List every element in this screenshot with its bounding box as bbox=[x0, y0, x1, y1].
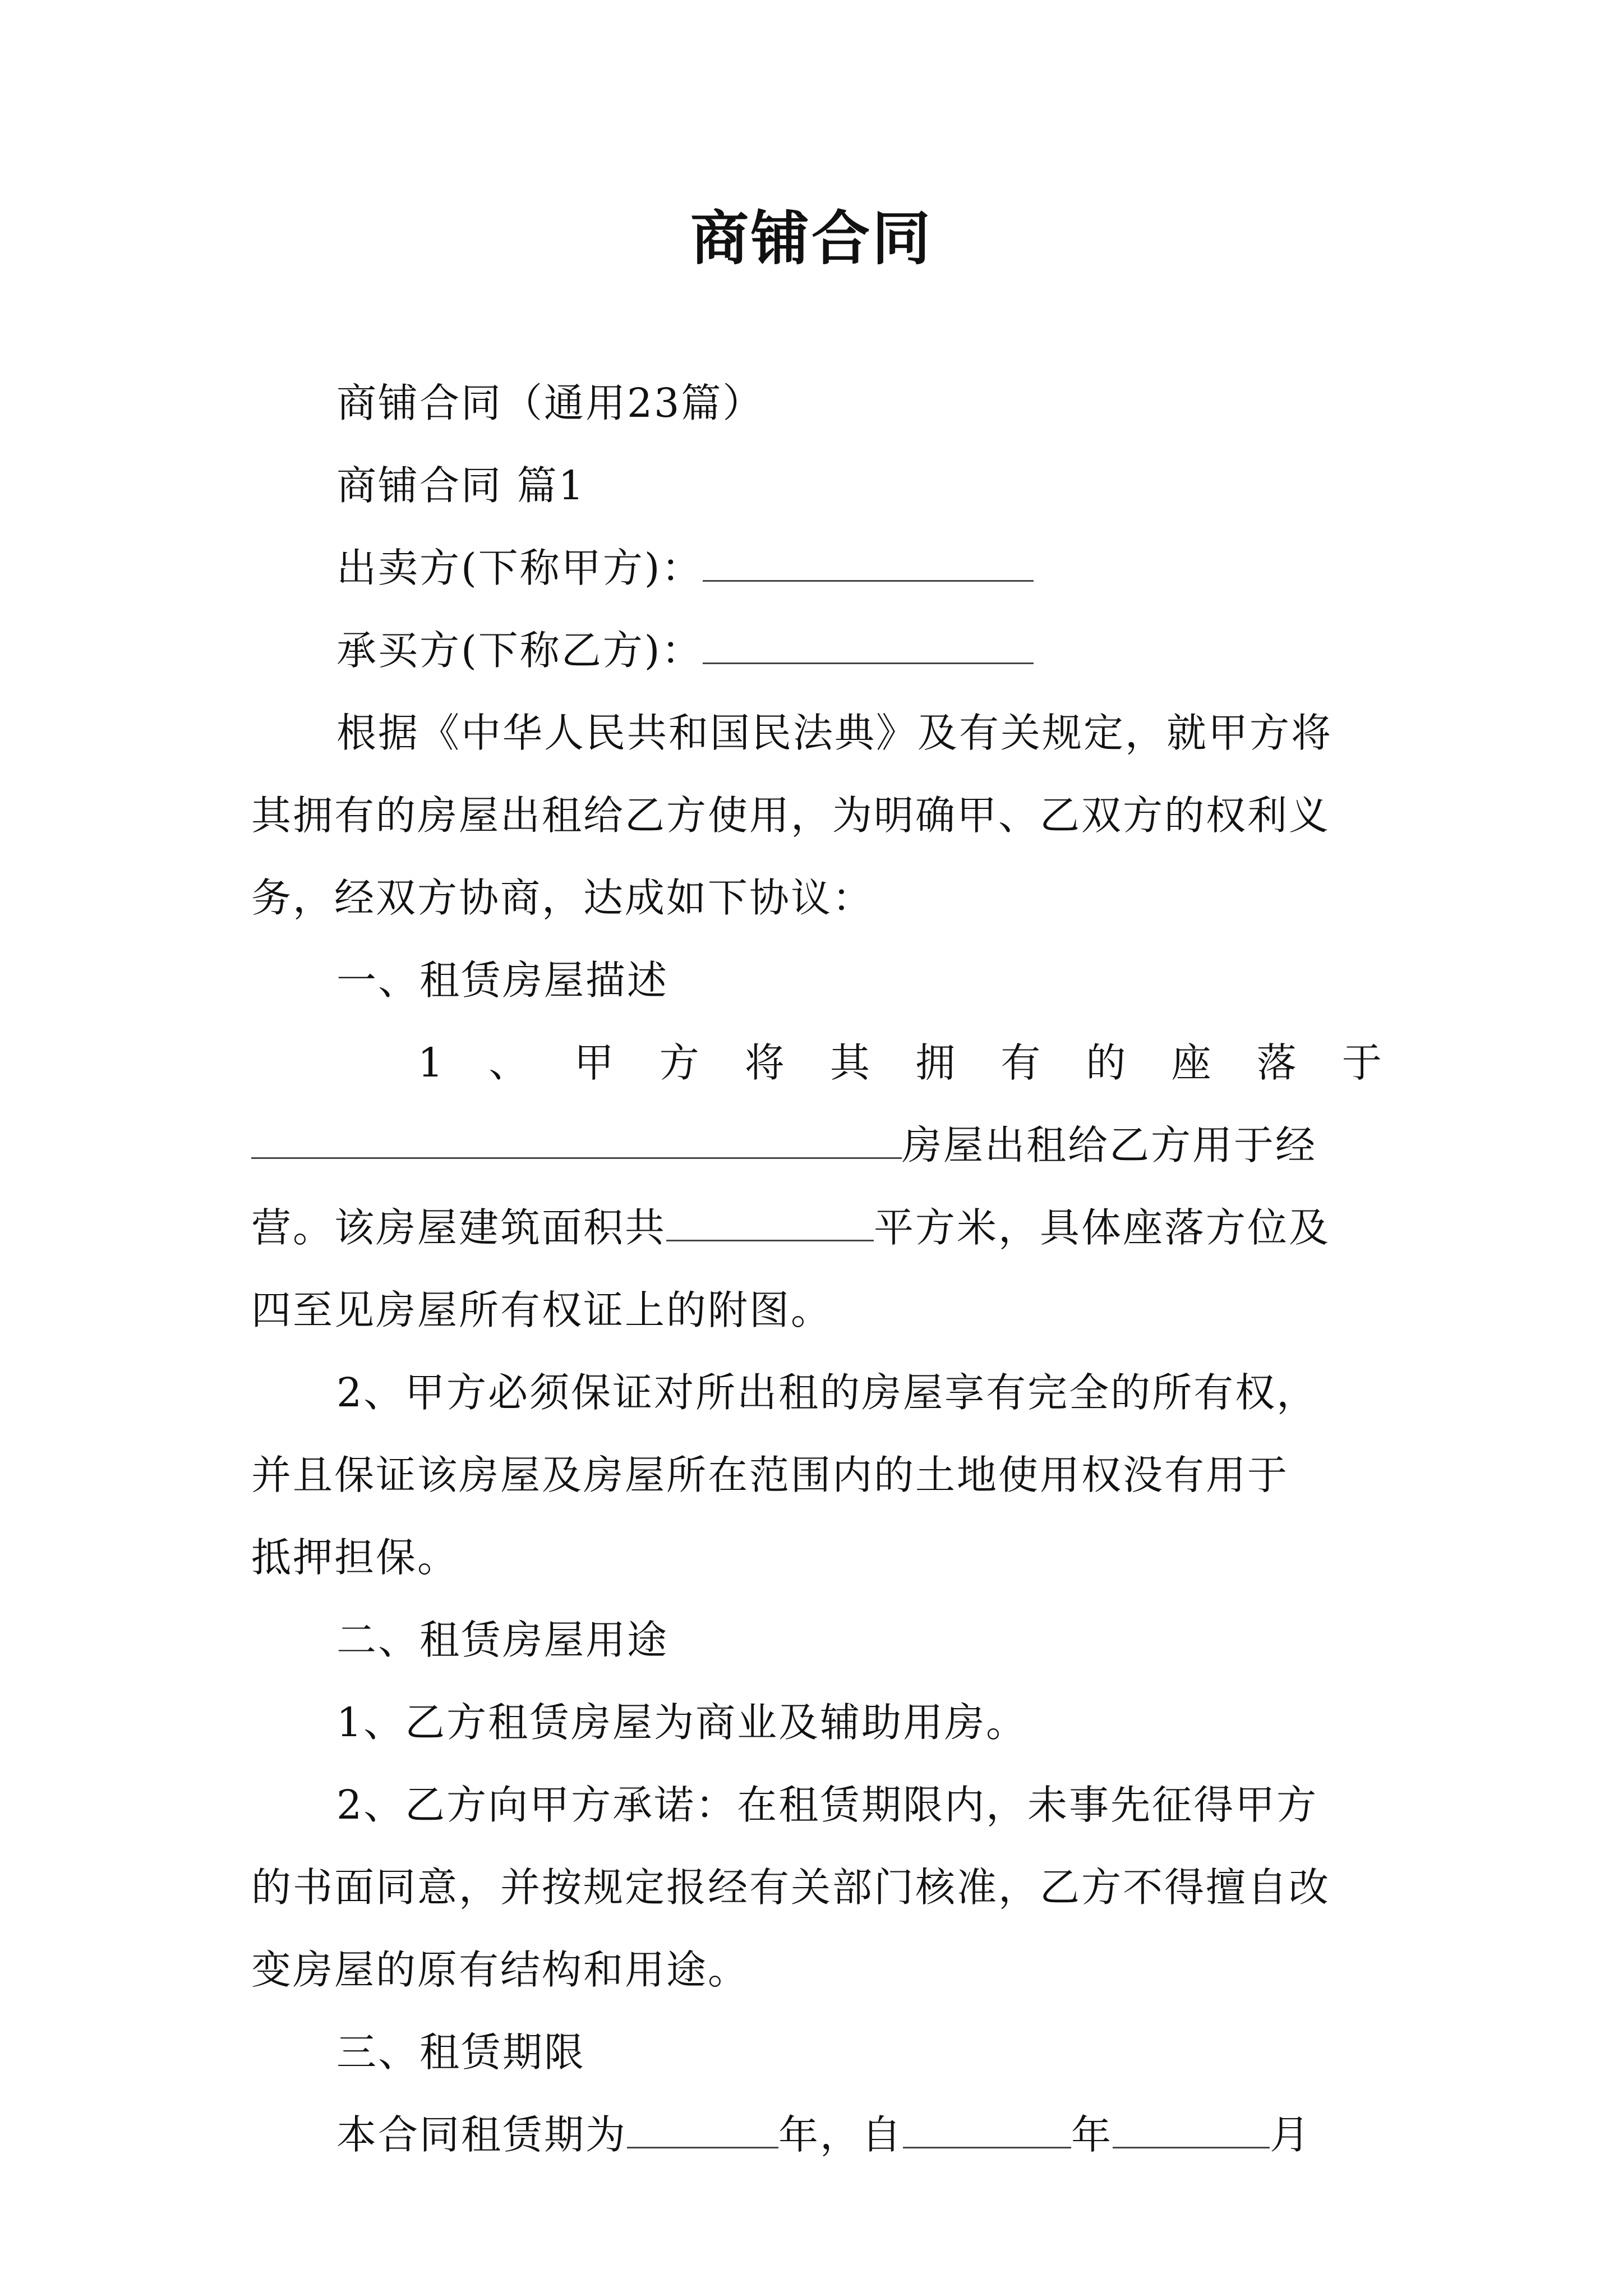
intro-line-3: 务，经双方协商，达成如下协议： bbox=[251, 875, 874, 921]
seller-label: 出卖方(下称甲方)： bbox=[336, 545, 703, 591]
section1-item2-line2: 并且保证该房屋及房屋所在范围内的土地使用权没有用于 bbox=[251, 1452, 1289, 1498]
section3-term-line bbox=[336, 2099, 1382, 2171]
section2-item2-line3: 变房屋的原有结构和用途。 bbox=[251, 1947, 750, 1993]
line-text: 本合同租赁期为 bbox=[336, 2111, 628, 2158]
char: 座 bbox=[1171, 1039, 1211, 1086]
buyer-label: 承买方(下称乙方)： bbox=[336, 627, 703, 674]
char: 方 bbox=[659, 1039, 699, 1086]
char: 1 bbox=[418, 1039, 444, 1086]
section2-heading: 二、租赁房屋用途 bbox=[336, 1617, 669, 1663]
intro-line-1: 根据《中华人民共和国民法典》及有关规定，就甲方将 bbox=[336, 710, 1333, 756]
line-text: 年，自 bbox=[778, 2111, 903, 2158]
section3-heading: 三、租赁期限 bbox=[336, 2029, 586, 2076]
section2-item2-line1: 2、乙方向甲方承诺：在租赁期限内，未事先征得甲方 bbox=[336, 1782, 1318, 1828]
document-title: 商铺合同 bbox=[690, 204, 933, 273]
char: 、 bbox=[488, 1039, 529, 1086]
line-text: 房屋出租给乙方用于经 bbox=[902, 1122, 1317, 1168]
location-blank bbox=[251, 1120, 902, 1159]
line-text: 平方米，具体座落方位及 bbox=[874, 1204, 1331, 1251]
intro-line-2: 其拥有的房屋出租给乙方使用，为明确甲、乙双方的权利义 bbox=[251, 792, 1331, 839]
line-text: 月 bbox=[1270, 2111, 1312, 2158]
seller-line bbox=[336, 532, 1382, 604]
seller-blank bbox=[703, 542, 1034, 582]
section1-item2-line1: 2、甲方必须保证对所出租的房屋享有完全的所有权， bbox=[336, 1369, 1318, 1416]
line-text: 年 bbox=[1071, 2111, 1113, 2158]
section1-item2-line3: 抵押担保。 bbox=[251, 1534, 459, 1581]
start-month-blank bbox=[1113, 2109, 1270, 2148]
char: 有 bbox=[1000, 1039, 1041, 1086]
buyer-line bbox=[336, 615, 1382, 687]
section1-item1-line3 bbox=[251, 1192, 1382, 1264]
char: 的 bbox=[1086, 1039, 1126, 1086]
section1-heading: 一、租赁房屋描述 bbox=[336, 957, 669, 1004]
section2-item2-line2: 的书面同意，并按规定报经有关部门核准，乙方不得擅自改 bbox=[251, 1864, 1331, 1911]
document-subtitle: 商铺合同（通用23篇） bbox=[336, 380, 764, 426]
char: 其 bbox=[829, 1039, 870, 1086]
char: 于 bbox=[1341, 1039, 1382, 1086]
char: 落 bbox=[1256, 1039, 1297, 1086]
char: 将 bbox=[744, 1039, 785, 1086]
section1-item1-line1 bbox=[418, 1027, 1382, 1099]
line-text: 营。该房屋建筑面积共 bbox=[251, 1204, 667, 1251]
section2-item1: 1、乙方租赁房屋为商业及辅助用房。 bbox=[336, 1699, 1028, 1746]
char: 甲 bbox=[574, 1039, 614, 1086]
start-year-blank bbox=[903, 2109, 1071, 2148]
section1-item1-line4: 四至见房屋所有权证上的附图。 bbox=[251, 1287, 833, 1333]
area-blank bbox=[666, 1202, 874, 1241]
char: 拥 bbox=[915, 1039, 956, 1086]
section1-item1-line2 bbox=[251, 1110, 1382, 1181]
section-heading: 商铺合同 篇1 bbox=[336, 462, 585, 509]
term-years-blank bbox=[627, 2109, 778, 2148]
buyer-blank bbox=[703, 625, 1034, 664]
